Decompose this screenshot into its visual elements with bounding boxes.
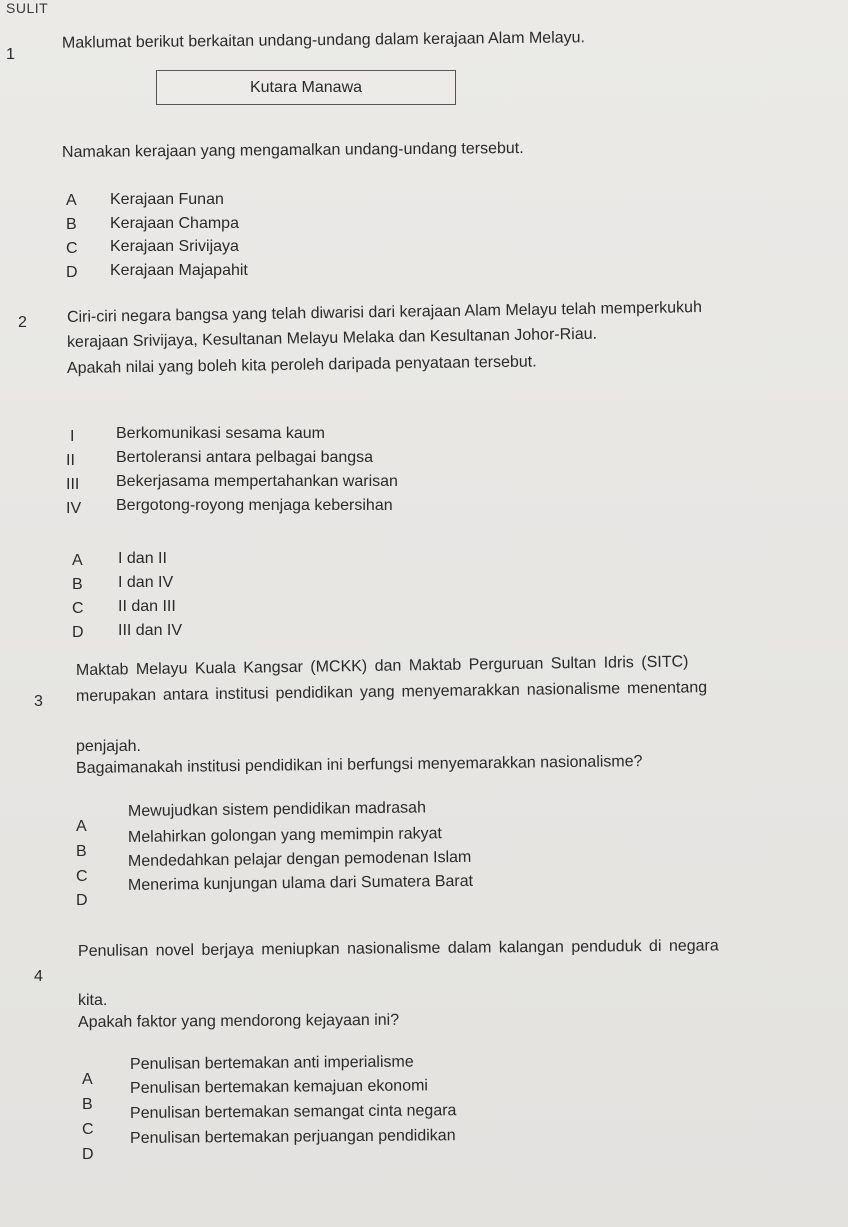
option-letter: C bbox=[72, 600, 84, 617]
option-text: Kerajaan Majapahit bbox=[110, 262, 248, 279]
question-stem-line: merupakan antara institusi pendidikan yang menyemarakkan nasionalisme menentang bbox=[75, 679, 708, 705]
question-prompt: Bagaimanakah institusi pendidikan ini berfungsi menyemarakkan nasionalisme? bbox=[75, 753, 643, 777]
option-text: Mendedahkan pelajar dengan pemodenan Islam bbox=[127, 848, 472, 870]
option-text: Penulisan bertemakan kemajuan ekonomi bbox=[129, 1077, 429, 1097]
question-stem-line: Penulisan novel berjaya meniupkan nasionalisme dalam kalangan penduduk di negara bbox=[77, 937, 719, 960]
option-text: Kerajaan Champa bbox=[110, 215, 239, 232]
option-text: Penulisan bertemakan semangat cinta negara bbox=[129, 1102, 457, 1122]
option-text: I dan II bbox=[118, 550, 167, 567]
option-text: Penulisan bertemakan perjuangan pendidikan bbox=[129, 1127, 456, 1147]
statement-text: Bekerjasama mempertahankan warisan bbox=[116, 473, 398, 490]
option-letter: A bbox=[82, 1071, 93, 1088]
header-label: SULIT bbox=[6, 0, 49, 16]
option-letter: A bbox=[66, 192, 77, 209]
question-stem-line: penjajah. bbox=[76, 738, 141, 755]
option-letter: B bbox=[66, 216, 77, 233]
option-letter: B bbox=[72, 576, 83, 593]
question-stem-line: kita. bbox=[78, 992, 108, 1009]
option-letter: A bbox=[72, 552, 83, 569]
question-number: 3 bbox=[34, 693, 43, 710]
option-text: Kerajaan Srivijaya bbox=[110, 238, 239, 255]
question-prompt: Apakah faktor yang mendorong kejayaan ini? bbox=[77, 1011, 400, 1031]
question-stem-line: kerajaan Srivijaya, Kesultanan Melayu Melaka dan Kesultanan Johor-Riau. bbox=[66, 325, 598, 351]
question-prompt: Namakan kerajaan yang mengamalkan undang-undang tersebut. bbox=[61, 139, 524, 162]
statement-numeral: III bbox=[66, 476, 80, 493]
statement-numeral: IV bbox=[66, 500, 82, 517]
option-text: III dan IV bbox=[118, 622, 183, 639]
question-number: 1 bbox=[6, 46, 15, 63]
question-prompt: Apakah nilai yang boleh kita peroleh daripada penyataan tersebut. bbox=[66, 353, 537, 377]
statement-text: Bergotong-royong menjaga kebersihan bbox=[116, 497, 393, 514]
option-letter: B bbox=[76, 843, 87, 860]
option-letter: B bbox=[82, 1096, 93, 1113]
statement-text: Bertoleransi antara pelbagai bangsa bbox=[116, 449, 374, 466]
question-number: 4 bbox=[34, 968, 43, 985]
option-letter: D bbox=[66, 264, 78, 281]
statement-numeral: II bbox=[66, 452, 75, 469]
statement-text: Berkomunikasi sesama kaum bbox=[116, 425, 325, 442]
option-letter: A bbox=[76, 818, 87, 835]
info-box-text: Kutara Manawa bbox=[249, 78, 363, 96]
option-text: Penulisan bertemakan anti imperialisme bbox=[129, 1053, 414, 1073]
statement-numeral: I bbox=[70, 428, 75, 445]
question-number: 2 bbox=[18, 314, 27, 331]
option-text: Mewujudkan sistem pendidikan madrasah bbox=[127, 799, 427, 820]
question-stem-line: Ciri-ciri negara bangsa yang telah diwarisi dari kerajaan Alam Melayu telah memperkukuh bbox=[66, 299, 703, 326]
option-text: Menerima kunjungan ulama dari Sumatera Barat bbox=[127, 872, 474, 894]
question-stem-line: Maktab Melayu Kuala Kangsar (MCKK) dan Maktab Perguruan Sultan Idris (SITC) bbox=[75, 653, 689, 679]
option-letter: C bbox=[66, 240, 78, 257]
option-text: II dan III bbox=[118, 598, 176, 615]
option-text: I dan IV bbox=[118, 574, 174, 591]
option-text: Melahirkan golongan yang memimpin rakyat bbox=[127, 825, 443, 846]
option-letter: D bbox=[76, 892, 88, 909]
option-letter: C bbox=[76, 868, 88, 885]
info-box bbox=[156, 70, 456, 105]
option-letter: D bbox=[72, 624, 84, 641]
option-text: Kerajaan Funan bbox=[110, 191, 224, 208]
option-letter: C bbox=[82, 1121, 94, 1138]
question-stem: Maklumat berikut berkaitan undang-undang dalam kerajaan Alam Melayu. bbox=[61, 29, 586, 52]
option-letter: D bbox=[82, 1146, 94, 1163]
